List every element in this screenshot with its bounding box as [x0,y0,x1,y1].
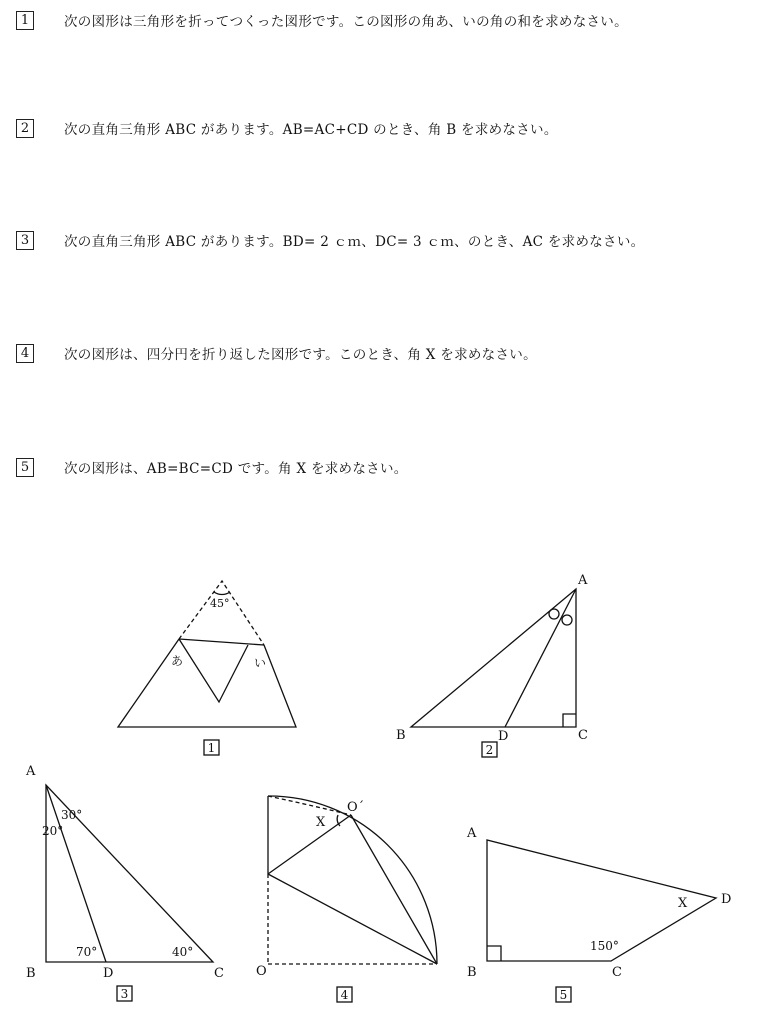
fig2-label-B: B [396,728,406,743]
fig1-fold-line [179,639,264,645]
fig2-label-D: D [498,729,509,744]
question-text: 次の図形は、四分円を折り返した図形です。このとき、角 X を求めなさい。 [64,347,537,363]
fig1-label-i: い [254,656,267,670]
figure-1 [118,581,296,755]
fig2-segment-AD [505,589,576,727]
fig1-angle-label: 45° [210,597,230,610]
fig3-angle-40: 40° [172,945,194,959]
fig2-label-A: A [578,573,588,588]
fig3-label-A: A [26,764,36,779]
fig5-label-A: A [467,826,477,841]
fig4-number: 4 [340,988,349,1002]
figure-2 [411,589,576,757]
question-number: 1 [16,11,34,30]
question-number: 2 [16,119,34,138]
question-number: 3 [16,231,34,250]
fig5-label-D: D [721,892,732,907]
fig2-angle-mark [562,615,572,625]
figure-4 [268,796,437,1002]
question-text: 次の図形は三角形を折ってつくった図形です。この図形の角あ、いの角の和を求めなさい。 [64,14,628,30]
fig5-label-C: C [612,965,622,980]
fig1-folded-flap [179,639,248,702]
fig3-angle-30: 30° [61,808,83,822]
question-number: 5 [16,458,34,477]
fig2-label-C: C [578,728,588,743]
fig5-label-X: X [678,896,688,911]
fig3-angle-70: 70° [76,945,98,959]
fig2-angle-mark [549,609,559,619]
fig4-label-O: O [256,964,267,979]
fig4-label-O-prime: O´ [347,800,365,815]
fig3-number: 3 [120,987,129,1001]
fig5-angle-150: 150° [590,939,619,953]
fig1-angle-arc [214,592,230,595]
fig4-quarter-arc [268,796,437,964]
fig4-original-arc [268,796,351,815]
fig1-number: 1 [207,741,216,755]
fig5-label-B: B [467,965,477,980]
question-text: 次の直角三角形 ABC があります。AB=AC+CD のとき、角 B を求めなさい。 [64,122,558,138]
fig2-right-angle [563,714,576,727]
fig4-label-X: X [316,815,326,830]
fig5-right-angle [487,946,501,961]
question-text: 次の図形は、AB=BC=CD です。角 X を求めなさい。 [64,461,408,477]
fig1-label-a: あ [171,654,184,668]
fig2-number: 2 [485,743,494,757]
fig5-number: 5 [559,988,568,1002]
question-number: 4 [16,344,34,363]
fig3-label-C: C [214,966,224,981]
fig3-label-D: D [103,966,114,981]
figure-5 [487,840,716,1002]
fig1-folded-part [179,581,264,645]
fig3-angle-20: 20° [42,824,64,838]
question-text: 次の直角三角形 ABC があります。BD= 2 ｃｍ、DC= 3 ｃｍ、のとき、AC を求めなさい。 [64,234,645,250]
fig3-label-B: B [26,966,36,981]
